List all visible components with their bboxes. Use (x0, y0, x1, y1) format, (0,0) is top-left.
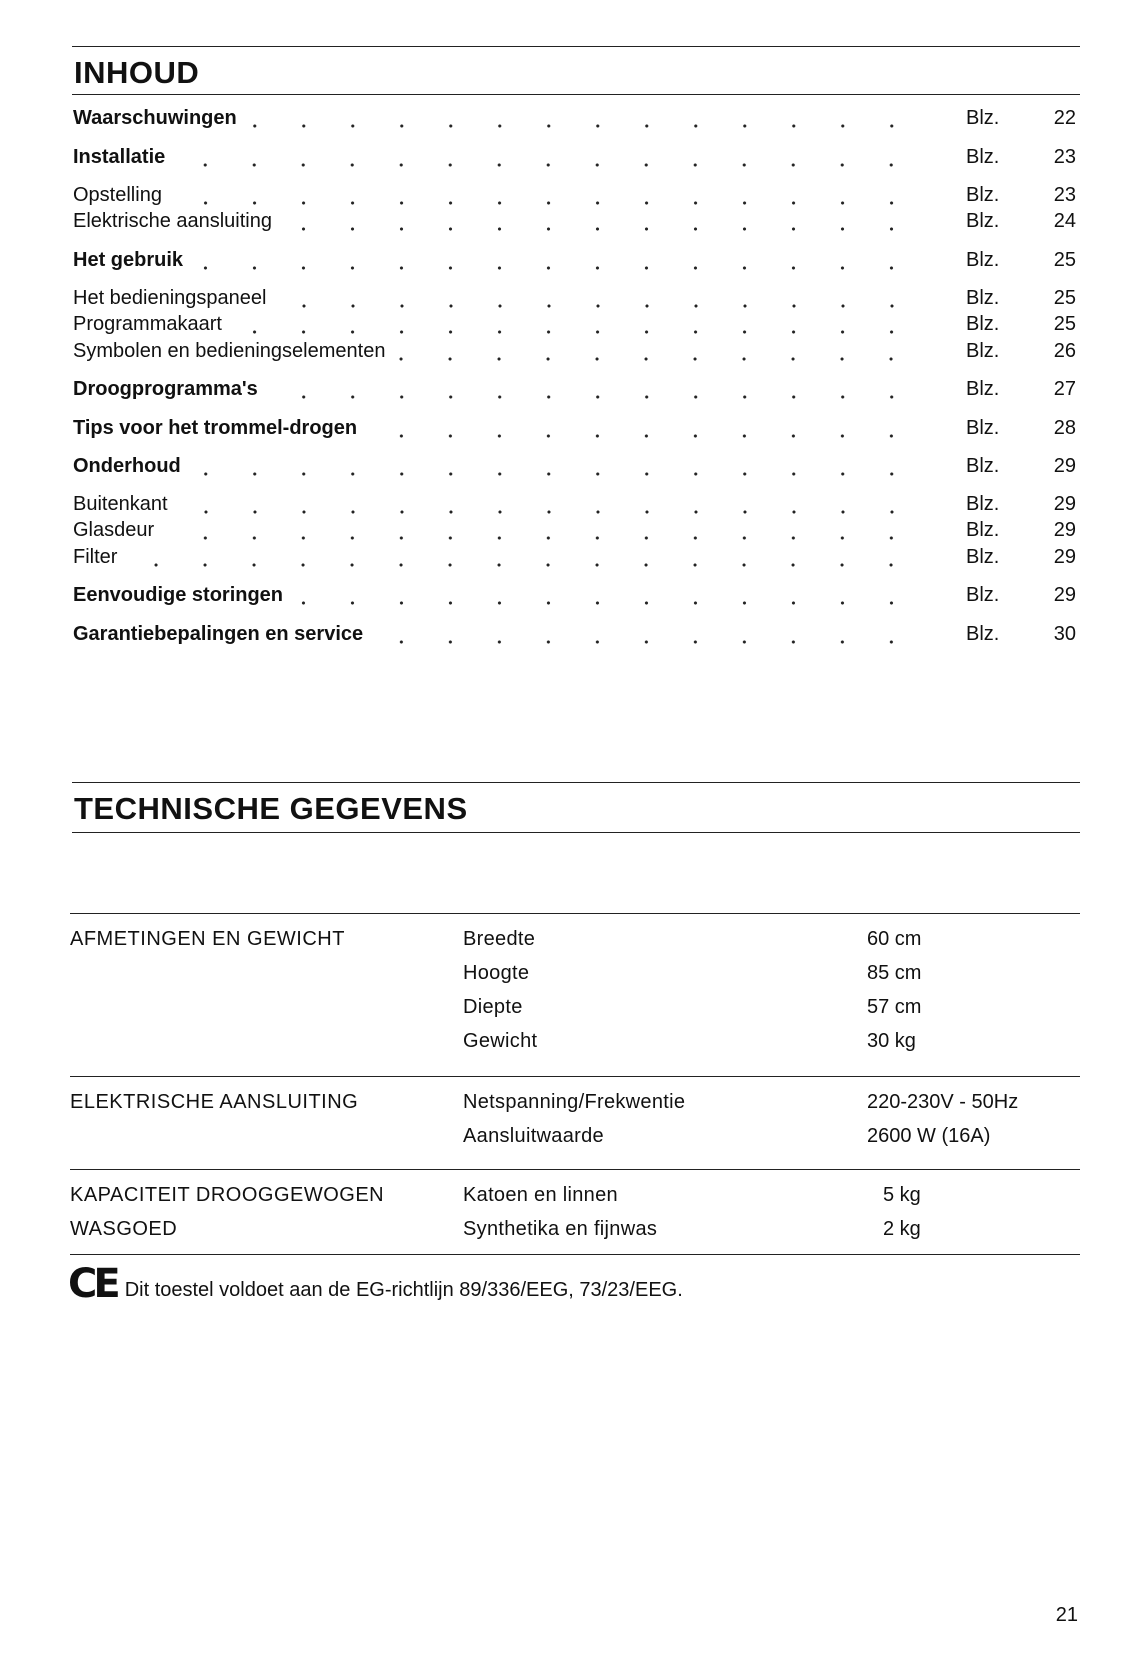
toc-entry-page: 26 (1053, 340, 1076, 362)
toc-leader-dots (280, 211, 922, 233)
toc-entry-label: Glasdeur (73, 519, 155, 541)
toc-entry-page: 24 (1053, 210, 1076, 232)
tech-row (70, 956, 1080, 990)
toc-leader-dots (173, 147, 922, 169)
tech-specs-table (70, 913, 1080, 1255)
tech-property: Katoen en linnen (463, 1183, 618, 1206)
tech-row (70, 990, 1080, 1024)
toc-entry (73, 410, 1080, 440)
toc-entry-blz: Blz. (966, 493, 1000, 515)
toc-entry-label: Opstelling (73, 184, 162, 206)
toc-entry-label: Programmakaart (73, 313, 222, 335)
tech-category: KAPACITEIT DROOGGEWOGEN (70, 1183, 385, 1206)
tech-row (70, 1085, 1080, 1119)
tech-value: 5 kg (883, 1183, 921, 1206)
toc-entry-blz: Blz. (966, 287, 1000, 309)
tech-group (70, 913, 1080, 1068)
toc-entry (73, 203, 1080, 233)
toc-entry-blz: Blz. (966, 184, 1000, 206)
ce-conformity-line (68, 1261, 683, 1307)
tech-row (70, 1178, 1080, 1212)
toc-entry-page: 25 (1053, 313, 1076, 335)
tech-title: TECHNISCHE GEGEVENS (72, 782, 1080, 833)
toc-leader-dots (191, 250, 922, 272)
toc-entry-blz: Blz. (966, 546, 1000, 568)
tech-value: 220-230V - 50Hz (867, 1090, 1019, 1113)
toc-entry-page: 29 (1053, 455, 1076, 477)
toc-entry-label: Tips voor het trommel-drogen (73, 417, 358, 439)
toc-entry-label: Garantiebepalingen en service (73, 623, 364, 645)
tech-property: Breedte (463, 927, 536, 950)
toc-entry-label: Installatie (73, 146, 166, 168)
toc-entry-label: Eenvoudige storingen (73, 584, 284, 606)
toc-title: INHOUD (72, 46, 1080, 95)
toc-entry-page: 25 (1053, 249, 1076, 271)
ce-mark-icon: CE (68, 1261, 117, 1307)
toc-entry-blz: Blz. (966, 417, 1000, 439)
tech-row (70, 1212, 1080, 1246)
toc-entry-page: 29 (1053, 584, 1076, 606)
toc-entry-page: 25 (1053, 287, 1076, 309)
tech-property: Hoogte (463, 961, 530, 984)
toc-entry (73, 306, 1080, 336)
toc-entry-page: 28 (1053, 417, 1076, 439)
toc-entry-page: 27 (1053, 378, 1076, 400)
toc-entry (73, 100, 1080, 130)
toc-leader-dots (291, 585, 922, 607)
toc-entry-page: 29 (1053, 519, 1076, 541)
ce-conformity-text: Dit toestel voldoet aan de EG-richtlijn 89/336/EEG, 73/23/EEG. (124, 1279, 683, 1301)
tech-value: 2600 W (16A) (867, 1124, 991, 1147)
tech-category: AFMETINGEN EN GEWICHT (70, 927, 345, 950)
tech-row (70, 1119, 1080, 1153)
toc-entry-page: 30 (1053, 623, 1076, 645)
tech-group (70, 1076, 1080, 1161)
page-number: 21 (1055, 1604, 1078, 1626)
toc-entry-page: 29 (1053, 546, 1076, 568)
toc-entry-page: 29 (1053, 493, 1076, 515)
toc-entry-label: Waarschuwingen (73, 107, 237, 129)
toc-entry (73, 577, 1080, 607)
toc-entry-blz: Blz. (966, 210, 1000, 232)
toc-entry-label: Symbolen en bedieningselementen (73, 340, 386, 362)
tech-value: 57 cm (867, 995, 922, 1018)
toc-entry (73, 242, 1080, 272)
toc-leader-dots (371, 624, 922, 646)
toc-entry-blz: Blz. (966, 146, 1000, 168)
toc-entry (73, 616, 1080, 646)
tech-category: ELEKTRISCHE AANSLUITING (70, 1090, 359, 1113)
tech-value: 85 cm (867, 961, 922, 984)
toc-entry-blz: Blz. (966, 107, 1000, 129)
toc-entry-label: Het bedieningspaneel (73, 287, 267, 309)
toc-entry-label: Onderhoud (73, 455, 181, 477)
toc-leader-dots (365, 418, 922, 440)
tech-value: 30 kg (867, 1029, 916, 1052)
toc-leader-dots (245, 108, 922, 130)
tech-row (70, 922, 1080, 956)
toc-entry-blz: Blz. (966, 340, 1000, 362)
toc-entry (73, 448, 1080, 478)
toc-entry-blz: Blz. (966, 623, 1000, 645)
toc-entry (73, 371, 1080, 401)
toc-entry-blz: Blz. (966, 584, 1000, 606)
toc-entry-page: 22 (1053, 107, 1076, 129)
tech-row (70, 1024, 1080, 1058)
tech-property: Netspanning/Frekwentie (463, 1090, 686, 1113)
tech-property: Diepte (463, 995, 523, 1018)
toc-entry-page: 23 (1053, 146, 1076, 168)
tech-value: 2 kg (883, 1217, 921, 1240)
toc-entry-label: Het gebruik (73, 249, 184, 271)
toc-leader-dots (189, 456, 922, 478)
toc-entry-blz: Blz. (966, 455, 1000, 477)
toc-entry-blz: Blz. (966, 378, 1000, 400)
tech-value: 60 cm (867, 927, 922, 950)
tech-property: Aansluitwaarde (463, 1124, 604, 1147)
toc-entry-blz: Blz. (966, 313, 1000, 335)
tech-property: Synthetika en fijnwas (463, 1217, 658, 1240)
toc-entry-label: Filter (73, 546, 118, 568)
toc-leader-dots (266, 379, 922, 401)
toc-entry-label: Droogprogramma's (73, 378, 258, 400)
tech-category: WASGOED (70, 1217, 178, 1240)
toc-entry (73, 539, 1080, 569)
toc-entry-blz: Blz. (966, 519, 1000, 541)
toc-leader-dots (125, 547, 922, 569)
toc-entry-page: 23 (1053, 184, 1076, 206)
toc-entry-label: Elektrische aansluiting (73, 210, 272, 232)
toc-entry (73, 139, 1080, 169)
toc-entry (73, 333, 1080, 363)
tech-property: Gewicht (463, 1029, 538, 1052)
tech-group (70, 1169, 1080, 1255)
toc-entry-blz: Blz. (966, 249, 1000, 271)
toc-leader-dots (393, 341, 922, 363)
toc-entry-label: Buitenkant (73, 493, 168, 515)
toc-entry (73, 512, 1080, 542)
